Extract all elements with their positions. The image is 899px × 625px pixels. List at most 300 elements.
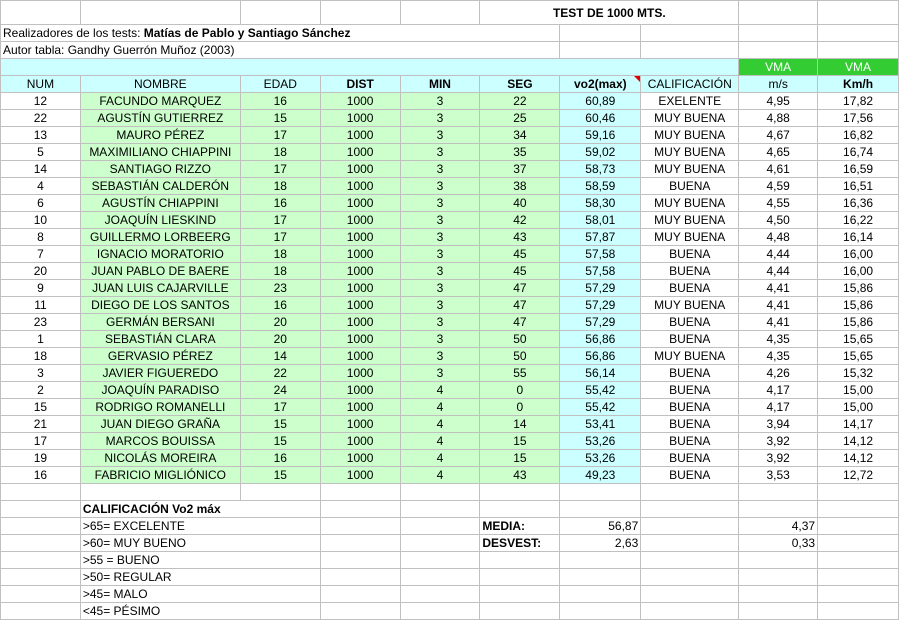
cell-min[interactable]: 3: [400, 229, 480, 246]
cell-kmh[interactable]: 15,65: [818, 331, 899, 348]
cell[interactable]: [739, 25, 818, 42]
cell-edad[interactable]: 18: [240, 263, 320, 280]
cell-min[interactable]: 4: [400, 382, 480, 399]
cell[interactable]: [641, 603, 739, 620]
cell[interactable]: [818, 501, 899, 518]
cell-calificacion[interactable]: BUENA: [641, 331, 739, 348]
cell[interactable]: [739, 484, 818, 501]
cell-kmh[interactable]: 16,36: [818, 195, 899, 212]
cell-vo2[interactable]: 53,41: [560, 416, 641, 433]
cell-nombre[interactable]: RODRIGO ROMANELLI: [80, 399, 240, 416]
cell-ms[interactable]: 4,41: [739, 314, 818, 331]
col-header-num[interactable]: NUM: [1, 76, 81, 93]
cell[interactable]: [739, 501, 818, 518]
cell-seg[interactable]: 40: [480, 195, 560, 212]
cell-min[interactable]: 4: [400, 467, 480, 484]
cell[interactable]: [818, 1, 899, 25]
cell-dist[interactable]: 1000: [320, 127, 400, 144]
cell-ms[interactable]: 4,44: [739, 263, 818, 280]
cell-vo2[interactable]: 57,58: [560, 263, 641, 280]
cell-nombre[interactable]: GERMÁN BERSANI: [80, 314, 240, 331]
cell-kmh[interactable]: 14,12: [818, 433, 899, 450]
cell[interactable]: [818, 25, 899, 42]
cell-edad[interactable]: 14: [240, 348, 320, 365]
cell-num[interactable]: 2: [1, 382, 81, 399]
cell-edad[interactable]: 15: [240, 433, 320, 450]
cell-calificacion[interactable]: MUY BUENA: [641, 229, 739, 246]
cell-edad[interactable]: 16: [240, 297, 320, 314]
cell[interactable]: [818, 42, 899, 59]
col-header-seg[interactable]: SEG: [480, 76, 560, 93]
cell-calificacion[interactable]: MUY BUENA: [641, 348, 739, 365]
cell[interactable]: [320, 501, 400, 518]
cell-kmh[interactable]: 16,00: [818, 263, 899, 280]
cell-edad[interactable]: 17: [240, 212, 320, 229]
cell-seg[interactable]: 22: [480, 93, 560, 110]
legend-item[interactable]: >65= EXCELENTE: [80, 518, 320, 535]
cell-ms[interactable]: 4,44: [739, 246, 818, 263]
cell-min[interactable]: 3: [400, 348, 480, 365]
cell-seg[interactable]: 45: [480, 246, 560, 263]
cell-vo2[interactable]: 59,16: [560, 127, 641, 144]
cell-min[interactable]: 3: [400, 331, 480, 348]
cell-vo2[interactable]: 60,89: [560, 93, 641, 110]
cell-calificacion[interactable]: BUENA: [641, 246, 739, 263]
cell[interactable]: [1, 552, 81, 569]
cell-ms[interactable]: 3,92: [739, 450, 818, 467]
cell[interactable]: [320, 569, 400, 586]
cell-num[interactable]: 15: [1, 399, 81, 416]
cell-kmh[interactable]: 14,12: [818, 450, 899, 467]
cell[interactable]: [560, 569, 641, 586]
cell-seg[interactable]: 14: [480, 416, 560, 433]
cell[interactable]: [80, 484, 240, 501]
col-header-calificacion[interactable]: CALIFICACIÓN: [641, 76, 739, 93]
cell[interactable]: [560, 586, 641, 603]
media-ms[interactable]: 4,37: [739, 518, 818, 535]
cell-seg[interactable]: 47: [480, 280, 560, 297]
cell[interactable]: [739, 42, 818, 59]
cell-min[interactable]: 4: [400, 433, 480, 450]
cell[interactable]: [560, 25, 641, 42]
cell-edad[interactable]: 23: [240, 280, 320, 297]
cell-calificacion[interactable]: BUENA: [641, 450, 739, 467]
legend-title[interactable]: CALIFICACIÓN Vo2 máx: [80, 501, 320, 518]
cell[interactable]: [818, 569, 899, 586]
cell-ms[interactable]: 3,94: [739, 416, 818, 433]
cell-num[interactable]: 23: [1, 314, 81, 331]
cell[interactable]: [818, 552, 899, 569]
cell-edad[interactable]: 20: [240, 314, 320, 331]
cell-ms[interactable]: 3,92: [739, 433, 818, 450]
col-header-min[interactable]: MIN: [400, 76, 480, 93]
cell-calificacion[interactable]: BUENA: [641, 416, 739, 433]
cell-dist[interactable]: 1000: [320, 314, 400, 331]
cell-ms[interactable]: 4,55: [739, 195, 818, 212]
cell-vo2[interactable]: 57,58: [560, 246, 641, 263]
cell[interactable]: [818, 484, 899, 501]
cell-min[interactable]: 3: [400, 297, 480, 314]
cell-kmh[interactable]: 16,00: [818, 246, 899, 263]
cell[interactable]: [1, 535, 81, 552]
cell-dist[interactable]: 1000: [320, 212, 400, 229]
cell-ms[interactable]: 4,48: [739, 229, 818, 246]
cell-nombre[interactable]: SEBASTIÁN CALDERÓN: [80, 178, 240, 195]
cell-calificacion[interactable]: BUENA: [641, 314, 739, 331]
cell-edad[interactable]: 17: [240, 399, 320, 416]
cell-nombre[interactable]: JUAN LUIS CAJARVILLE: [80, 280, 240, 297]
cell-min[interactable]: 3: [400, 365, 480, 382]
cell-nombre[interactable]: GERVASIO PÉREZ: [80, 348, 240, 365]
cell[interactable]: [560, 501, 641, 518]
cell-ms[interactable]: 4,59: [739, 178, 818, 195]
cell-dist[interactable]: 1000: [320, 195, 400, 212]
cell-num[interactable]: 14: [1, 161, 81, 178]
cell-min[interactable]: 3: [400, 144, 480, 161]
legend-item[interactable]: >45= MALO: [80, 586, 320, 603]
cell-calificacion[interactable]: BUENA: [641, 365, 739, 382]
cell[interactable]: [480, 603, 560, 620]
cell-ms[interactable]: 4,95: [739, 93, 818, 110]
cell-num[interactable]: 1: [1, 331, 81, 348]
cell-min[interactable]: 3: [400, 93, 480, 110]
cell-vo2[interactable]: 60,46: [560, 110, 641, 127]
vma-header-ms[interactable]: VMA: [739, 59, 818, 76]
cell-kmh[interactable]: 16,82: [818, 127, 899, 144]
cell[interactable]: [400, 535, 480, 552]
legend-item[interactable]: >50= REGULAR: [80, 569, 320, 586]
cell[interactable]: [641, 518, 739, 535]
cell-num[interactable]: 16: [1, 467, 81, 484]
cell-calificacion[interactable]: BUENA: [641, 467, 739, 484]
cell-seg[interactable]: 15: [480, 433, 560, 450]
cell-nombre[interactable]: AGUSTÍN GUTIERREZ: [80, 110, 240, 127]
cell[interactable]: [818, 586, 899, 603]
cell-vo2[interactable]: 55,42: [560, 382, 641, 399]
cell[interactable]: [739, 1, 818, 25]
realizadores-cell[interactable]: [1, 25, 560, 42]
cell-kmh[interactable]: 16,74: [818, 144, 899, 161]
cell[interactable]: [641, 552, 739, 569]
cell[interactable]: [480, 586, 560, 603]
cell[interactable]: [80, 1, 240, 25]
cell-nombre[interactable]: AGUSTÍN CHIAPPINI: [80, 195, 240, 212]
cell-edad[interactable]: 18: [240, 178, 320, 195]
cell-edad[interactable]: 16: [240, 450, 320, 467]
cell-calificacion[interactable]: BUENA: [641, 263, 739, 280]
cell-dist[interactable]: 1000: [320, 144, 400, 161]
cell-num[interactable]: 22: [1, 110, 81, 127]
cell[interactable]: [739, 552, 818, 569]
cell-nombre[interactable]: MARCOS BOUISSA: [80, 433, 240, 450]
cell-nombre[interactable]: DIEGO DE LOS SANTOS: [80, 297, 240, 314]
cell[interactable]: [320, 484, 400, 501]
autor-cell[interactable]: Autor tabla: Gandhy Guerrón Muñoz (2003): [1, 42, 560, 59]
cell[interactable]: [480, 484, 560, 501]
cell[interactable]: [1, 1, 81, 25]
cell-edad[interactable]: 18: [240, 246, 320, 263]
cell-vo2[interactable]: 59,02: [560, 144, 641, 161]
cell-calificacion[interactable]: MUY BUENA: [641, 212, 739, 229]
cell-nombre[interactable]: MAXIMILIANO CHIAPPINI: [80, 144, 240, 161]
cell-num[interactable]: 13: [1, 127, 81, 144]
cell[interactable]: [641, 569, 739, 586]
cell-min[interactable]: 3: [400, 178, 480, 195]
cell[interactable]: [560, 484, 641, 501]
cell-min[interactable]: 3: [400, 195, 480, 212]
cell[interactable]: [641, 535, 739, 552]
cell[interactable]: [400, 484, 480, 501]
cell-min[interactable]: 4: [400, 450, 480, 467]
cell-vo2[interactable]: 58,59: [560, 178, 641, 195]
col-header-kmh[interactable]: Km/h: [818, 76, 899, 93]
cell-kmh[interactable]: 16,14: [818, 229, 899, 246]
cell-kmh[interactable]: 16,51: [818, 178, 899, 195]
cell-ms[interactable]: 4,41: [739, 297, 818, 314]
cell[interactable]: [400, 1, 480, 25]
cell-dist[interactable]: 1000: [320, 178, 400, 195]
cell-nombre[interactable]: JOAQUÍN LIESKIND: [80, 212, 240, 229]
cell-nombre[interactable]: FABRICIO MIGLIÓNICO: [80, 467, 240, 484]
cell-edad[interactable]: 22: [240, 365, 320, 382]
cell-vo2[interactable]: 56,14: [560, 365, 641, 382]
cell-num[interactable]: 5: [1, 144, 81, 161]
cell-ms[interactable]: 4,61: [739, 161, 818, 178]
cell-ms[interactable]: 4,65: [739, 144, 818, 161]
cell-calificacion[interactable]: BUENA: [641, 399, 739, 416]
cell[interactable]: [739, 586, 818, 603]
cell[interactable]: [400, 586, 480, 603]
cell-nombre[interactable]: MAURO PÉREZ: [80, 127, 240, 144]
vma-header-kmh[interactable]: VMA: [818, 59, 899, 76]
cell[interactable]: [400, 501, 480, 518]
cell-vo2[interactable]: 57,29: [560, 314, 641, 331]
cell-edad[interactable]: 15: [240, 467, 320, 484]
cell-calificacion[interactable]: MUY BUENA: [641, 297, 739, 314]
cell-nombre[interactable]: JOAQUÍN PARADISO: [80, 382, 240, 399]
cell[interactable]: [1, 569, 81, 586]
cell-dist[interactable]: 1000: [320, 246, 400, 263]
cell-seg[interactable]: 25: [480, 110, 560, 127]
cell[interactable]: [641, 484, 739, 501]
cell-num[interactable]: 9: [1, 280, 81, 297]
cell-vo2[interactable]: 53,26: [560, 450, 641, 467]
cell-nombre[interactable]: JAVIER FIGUEREDO: [80, 365, 240, 382]
cell[interactable]: [739, 569, 818, 586]
cell-min[interactable]: 3: [400, 314, 480, 331]
cell-seg[interactable]: 38: [480, 178, 560, 195]
cell-dist[interactable]: 1000: [320, 331, 400, 348]
cell-min[interactable]: 3: [400, 263, 480, 280]
cell-nombre[interactable]: SEBASTIÁN CLARA: [80, 331, 240, 348]
cell-min[interactable]: 3: [400, 212, 480, 229]
cell-num[interactable]: 4: [1, 178, 81, 195]
cell-edad[interactable]: 17: [240, 161, 320, 178]
cell[interactable]: [560, 42, 641, 59]
cell-kmh[interactable]: 16,22: [818, 212, 899, 229]
cell[interactable]: [480, 569, 560, 586]
cell[interactable]: [320, 518, 400, 535]
cell-kmh[interactable]: 16,59: [818, 161, 899, 178]
cell-ms[interactable]: 4,35: [739, 331, 818, 348]
cell-calificacion[interactable]: MUY BUENA: [641, 161, 739, 178]
cell-num[interactable]: 11: [1, 297, 81, 314]
cell-seg[interactable]: 50: [480, 348, 560, 365]
cell-edad[interactable]: 18: [240, 144, 320, 161]
header-band[interactable]: [1, 59, 739, 76]
cell-kmh[interactable]: 12,72: [818, 467, 899, 484]
cell-kmh[interactable]: 15,86: [818, 280, 899, 297]
cell-edad[interactable]: 24: [240, 382, 320, 399]
cell-num[interactable]: 10: [1, 212, 81, 229]
cell-calificacion[interactable]: BUENA: [641, 178, 739, 195]
cell[interactable]: [1, 501, 81, 518]
cell-ms[interactable]: 4,17: [739, 399, 818, 416]
cell-kmh[interactable]: 15,00: [818, 399, 899, 416]
cell-dist[interactable]: 1000: [320, 93, 400, 110]
cell[interactable]: [560, 552, 641, 569]
cell[interactable]: [818, 535, 899, 552]
cell[interactable]: [641, 42, 739, 59]
desvest-label[interactable]: DESVEST:: [480, 535, 560, 552]
cell[interactable]: [400, 569, 480, 586]
cell-seg[interactable]: 43: [480, 467, 560, 484]
cell-nombre[interactable]: FACUNDO MARQUEZ: [80, 93, 240, 110]
legend-item[interactable]: >55 = BUENO: [80, 552, 320, 569]
cell[interactable]: [818, 603, 899, 620]
cell-seg[interactable]: 37: [480, 161, 560, 178]
cell-calificacion[interactable]: BUENA: [641, 382, 739, 399]
cell-num[interactable]: 7: [1, 246, 81, 263]
cell-seg[interactable]: 47: [480, 314, 560, 331]
cell-kmh[interactable]: 15,86: [818, 314, 899, 331]
cell-kmh[interactable]: 15,00: [818, 382, 899, 399]
cell-num[interactable]: 3: [1, 365, 81, 382]
cell-edad[interactable]: 15: [240, 416, 320, 433]
cell-calificacion[interactable]: MUY BUENA: [641, 127, 739, 144]
cell-seg[interactable]: 34: [480, 127, 560, 144]
cell-seg[interactable]: 47: [480, 297, 560, 314]
cell-edad[interactable]: 16: [240, 195, 320, 212]
cell[interactable]: [320, 1, 400, 25]
cell[interactable]: [641, 586, 739, 603]
cell-edad[interactable]: 17: [240, 127, 320, 144]
cell-seg[interactable]: 0: [480, 399, 560, 416]
cell-calificacion[interactable]: BUENA: [641, 433, 739, 450]
cell-vo2[interactable]: 57,87: [560, 229, 641, 246]
cell-vo2[interactable]: 53,26: [560, 433, 641, 450]
sheet-title[interactable]: TEST DE 1000 MTS.: [480, 1, 739, 25]
cell[interactable]: [320, 586, 400, 603]
cell-seg[interactable]: 55: [480, 365, 560, 382]
cell-ms[interactable]: 4,26: [739, 365, 818, 382]
cell[interactable]: [240, 484, 320, 501]
cell[interactable]: [320, 603, 400, 620]
cell-kmh[interactable]: 15,65: [818, 348, 899, 365]
cell-calificacion[interactable]: MUY BUENA: [641, 144, 739, 161]
cell-min[interactable]: 4: [400, 416, 480, 433]
cell-nombre[interactable]: JUAN DIEGO GRAÑA: [80, 416, 240, 433]
cell-edad[interactable]: 15: [240, 110, 320, 127]
cell-calificacion[interactable]: MUY BUENA: [641, 110, 739, 127]
cell-seg[interactable]: 45: [480, 263, 560, 280]
cell[interactable]: [480, 501, 560, 518]
cell-nombre[interactable]: GUILLERMO LORBEERG: [80, 229, 240, 246]
cell-kmh[interactable]: 17,82: [818, 93, 899, 110]
cell-vo2[interactable]: 57,29: [560, 297, 641, 314]
cell-edad[interactable]: 20: [240, 331, 320, 348]
cell-num[interactable]: 6: [1, 195, 81, 212]
cell-vo2[interactable]: 56,86: [560, 331, 641, 348]
cell[interactable]: [1, 586, 81, 603]
col-header-edad[interactable]: EDAD: [240, 76, 320, 93]
cell-seg[interactable]: 43: [480, 229, 560, 246]
cell-vo2[interactable]: 56,86: [560, 348, 641, 365]
cell-dist[interactable]: 1000: [320, 110, 400, 127]
cell-nombre[interactable]: JUAN PABLO DE BAERE: [80, 263, 240, 280]
cell-ms[interactable]: 4,41: [739, 280, 818, 297]
cell-dist[interactable]: 1000: [320, 433, 400, 450]
cell-nombre[interactable]: IGNACIO MORATORIO: [80, 246, 240, 263]
cell-dist[interactable]: 1000: [320, 297, 400, 314]
cell-ms[interactable]: 3,53: [739, 467, 818, 484]
cell-edad[interactable]: 16: [240, 93, 320, 110]
cell-dist[interactable]: 1000: [320, 399, 400, 416]
cell-kmh[interactable]: 15,86: [818, 297, 899, 314]
cell[interactable]: [320, 535, 400, 552]
cell-dist[interactable]: 1000: [320, 161, 400, 178]
cell[interactable]: [1, 518, 81, 535]
cell-dist[interactable]: 1000: [320, 229, 400, 246]
cell-ms[interactable]: 4,50: [739, 212, 818, 229]
cell-min[interactable]: 3: [400, 246, 480, 263]
col-header-nombre[interactable]: NOMBRE: [80, 76, 240, 93]
cell[interactable]: [739, 603, 818, 620]
cell-calificacion[interactable]: EXELENTE: [641, 93, 739, 110]
cell-dist[interactable]: 1000: [320, 348, 400, 365]
cell-seg[interactable]: 0: [480, 382, 560, 399]
cell-kmh[interactable]: 15,32: [818, 365, 899, 382]
desvest-vo2[interactable]: 2,63: [560, 535, 641, 552]
col-header-ms[interactable]: m/s: [739, 76, 818, 93]
cell-min[interactable]: 3: [400, 127, 480, 144]
cell[interactable]: [240, 1, 320, 25]
cell-ms[interactable]: 4,67: [739, 127, 818, 144]
desvest-ms[interactable]: 0,33: [739, 535, 818, 552]
cell-seg[interactable]: 42: [480, 212, 560, 229]
cell-dist[interactable]: 1000: [320, 280, 400, 297]
cell-edad[interactable]: 17: [240, 229, 320, 246]
cell-dist[interactable]: 1000: [320, 467, 400, 484]
cell-min[interactable]: 3: [400, 110, 480, 127]
cell-num[interactable]: 19: [1, 450, 81, 467]
cell-vo2[interactable]: 58,01: [560, 212, 641, 229]
cell-ms[interactable]: 4,17: [739, 382, 818, 399]
cell-ms[interactable]: 4,88: [739, 110, 818, 127]
col-header-vo2[interactable]: vo2(max): [560, 76, 641, 93]
cell-vo2[interactable]: 58,73: [560, 161, 641, 178]
cell-min[interactable]: 3: [400, 280, 480, 297]
cell[interactable]: [400, 518, 480, 535]
cell-num[interactable]: 12: [1, 93, 81, 110]
cell-ms[interactable]: 4,35: [739, 348, 818, 365]
cell-num[interactable]: 21: [1, 416, 81, 433]
cell-kmh[interactable]: 17,56: [818, 110, 899, 127]
cell[interactable]: [1, 603, 81, 620]
media-label[interactable]: MEDIA:: [480, 518, 560, 535]
col-header-dist[interactable]: DIST: [320, 76, 400, 93]
cell[interactable]: [641, 25, 739, 42]
